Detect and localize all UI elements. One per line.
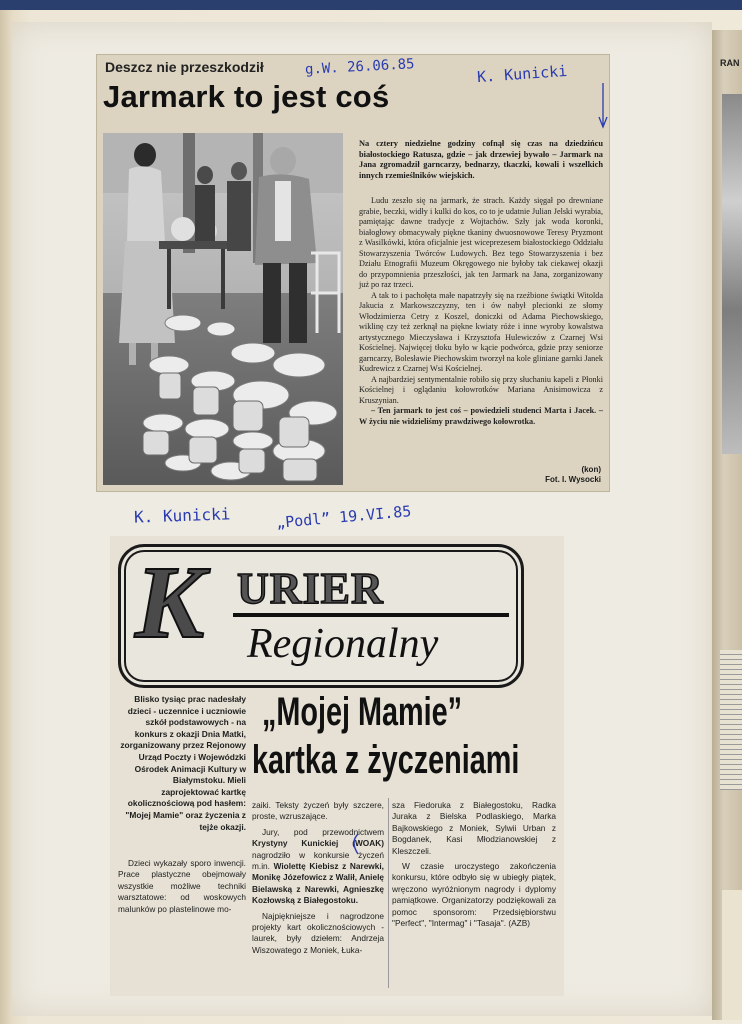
adjacent-clip-paper: [722, 890, 742, 1020]
adjacent-clip-text: RAN: [720, 58, 740, 68]
article-paragraph: W czasie uroczystego zakończenia konkursu, które odbyło się w ubiegły piątek, wręczono wyróżnionym nagrody i dyplomy pamiątkowe. Organizatorzy podziękowali za pomoc sponsorom: Przedsiębiorstwu "Perfect", "Intermag" i "Tasaja". (AZB): [392, 861, 556, 929]
article-paragraph: Ludu zeszło się na jarmark, że strach. Każdy sięgał po drewniane grabie, beczki, widły i kulki do kos, co to je udatnie Julian Jelski wyrabia, pamiętając dawne tradycje z Wojtachów. Szły jak woda koronki, białogłowy obmacywały piękne tkaniny dwuosnowowe Teresy Pryzmont z Wasilkówki, która oficjalnie jest wiceprezesem białostockiego Oddziału Stowarzyszenia Twórców Ludowych. Bez tego Stowarzyszenia i bez Działu Etnografii Muzeum Okręgowego nie byłoby tak ciekawej okazji do przypomnienia przeszłości, jak ten Jarmark na Jana, zorganizowany już po raz trzeci.: [359, 196, 603, 289]
article-lead-2: Blisko tysiąc prac nadesłały dzieci - uczennice i uczniowie szkół podstawowych - na konkurs z okazji Dnia Matki, zorganizowany przez Rejonowy Urząd Poczty i Wojewódzki Ośrodek Animacji Kultury w Białymstoku. Mieli zaprojektować kartkę okolicznościową pod hasłem: "Mojej Mamie" oraz życzenia z tejże okazji.: [120, 694, 246, 832]
article-headline-2-line1: „Mojej Mamie”: [262, 690, 463, 734]
article-lead: Na cztery niedzielne godziny cofnął się czas na dziedzińcu białostockiego Ratusza, gdzie – jak drzewiej bywało – Jarmark na Jana zgromadził garncarzy, bednarzy, tkaczki, kowali i wszelkich innych rzemieślników wiejskich.: [359, 139, 603, 180]
article-paragraph: A tak to i pachołęta małe napatrzyły się na rzeźbione świątki Witolda Jakucia z Markowszczyzny, ten i ów nabył plecionki ze słomy Włodzimierza Cetry z Koszel, doniczki od Adama Piechowskiego, wiklinę czy też zerknął na piękne kwiaty róże i inne wyroby kowalstwa artystycznego Mieczysława i Krzysztofa Hulewiczów z Czarnej Wsi Kościelnej. Najwięcej tłoku było w kącie podwórca, gdzie przy seniorze garncarzy, Bolesławie Piechowskim tworzył na kole gliniane garnki Janek Kudrewicz z Czarnej Wsi Kościelnej.: [359, 290, 603, 373]
kurier-regionalny-banner: [118, 544, 524, 688]
author-tag: (kon): [581, 465, 601, 474]
handwritten-name-2: K. Kunicki: [133, 504, 231, 527]
article-paragraph: A najbardziej sentymentalnie robiło się przy słuchaniu kapeli z Płonki Kościelnej i oglądaniu kołowrotków Mariana Anisimowicza z Kruszynian.: [359, 374, 603, 405]
article-paragraph: Najpiękniejsze i nagrodzone projekty kart okolicznościowych - laurek, były dziełem: Andrzeja Wiszowatego z Moniek, Łuka-: [252, 910, 384, 955]
adjacent-clip-photo: [722, 94, 742, 454]
handwritten-date-2: „Podl” 19.VI.85: [275, 502, 412, 532]
article-paragraph: zaiki. Teksty życzeń były szczere, proste, wzruszające.: [252, 800, 384, 822]
article-column-3: [392, 800, 556, 933]
handwritten-name: K. Kunicki: [476, 61, 568, 87]
column-divider: [388, 798, 389, 988]
winner-names: Wiolettę Kiebisz z Narewki, Monikę Józefowicz z Walił, Anielę Bielawską z Narewki, Agnieszkę Kozłowską z Białegostoku.: [252, 861, 384, 906]
photo-credit: Fot. I. Wysocki: [545, 475, 601, 484]
article-quote: – Ten jarmark to jest coś – powiedzieli studenci Marta i Jacek. – W życiu nie widzieliśmy prawdziwego kołowrotka.: [359, 406, 603, 426]
article-headline: Jarmark to jest coś: [103, 79, 390, 114]
pen-arrow-icon: [597, 81, 609, 131]
article-body: [359, 196, 603, 427]
article-kicker: Deszcz nie przeszkodził: [105, 59, 264, 75]
handwritten-date: g.W. 26.06.85: [304, 56, 415, 78]
pottery-market-image: [103, 133, 343, 485]
article-paragraph: sza Fiedoruka z Białegostoku, Radka Juraka z Bielska Podlaskiego, Marka Bajkowskiego z Moniek, Sylwii Urban z Bogdanek, Kasi Młodzianowskiej z Kleszczeli.: [392, 800, 556, 856]
adjacent-page-edge: [712, 30, 742, 1020]
adjacent-clip-text-block: [720, 650, 742, 790]
banner-subtitle: Regionalny: [247, 621, 439, 667]
jury-intro: Jury, pod przewodnictwem: [262, 826, 384, 837]
jury-rest: nagrodziło w konkursie życzeń m.in.: [252, 849, 384, 872]
article-byline: [545, 465, 601, 485]
banner-rule: [233, 613, 509, 617]
article-column-1: [118, 858, 246, 919]
banner-big-letter: K: [135, 545, 203, 660]
article-column-2: [252, 800, 384, 960]
jury-chair: Krystyny Kunickiej (WOAK): [252, 838, 384, 849]
pen-mark-icon: [348, 832, 362, 856]
article-headline-2-line2: kartka z życzeniami: [252, 738, 520, 782]
market-photo: [103, 133, 343, 485]
article-paragraph: Dzieci wykazały sporo inwencji. Prace plastyczne obejmowały wszystkie możliwe techniki warsztatowe: od woskowych malunków po plastelinowe mo-: [118, 858, 246, 914]
article-paragraph: [252, 827, 384, 907]
banner-word: URIER: [237, 564, 384, 613]
newspaper-clipping-kurier: [110, 536, 564, 996]
newspaper-clipping-jarmark: [96, 54, 610, 492]
